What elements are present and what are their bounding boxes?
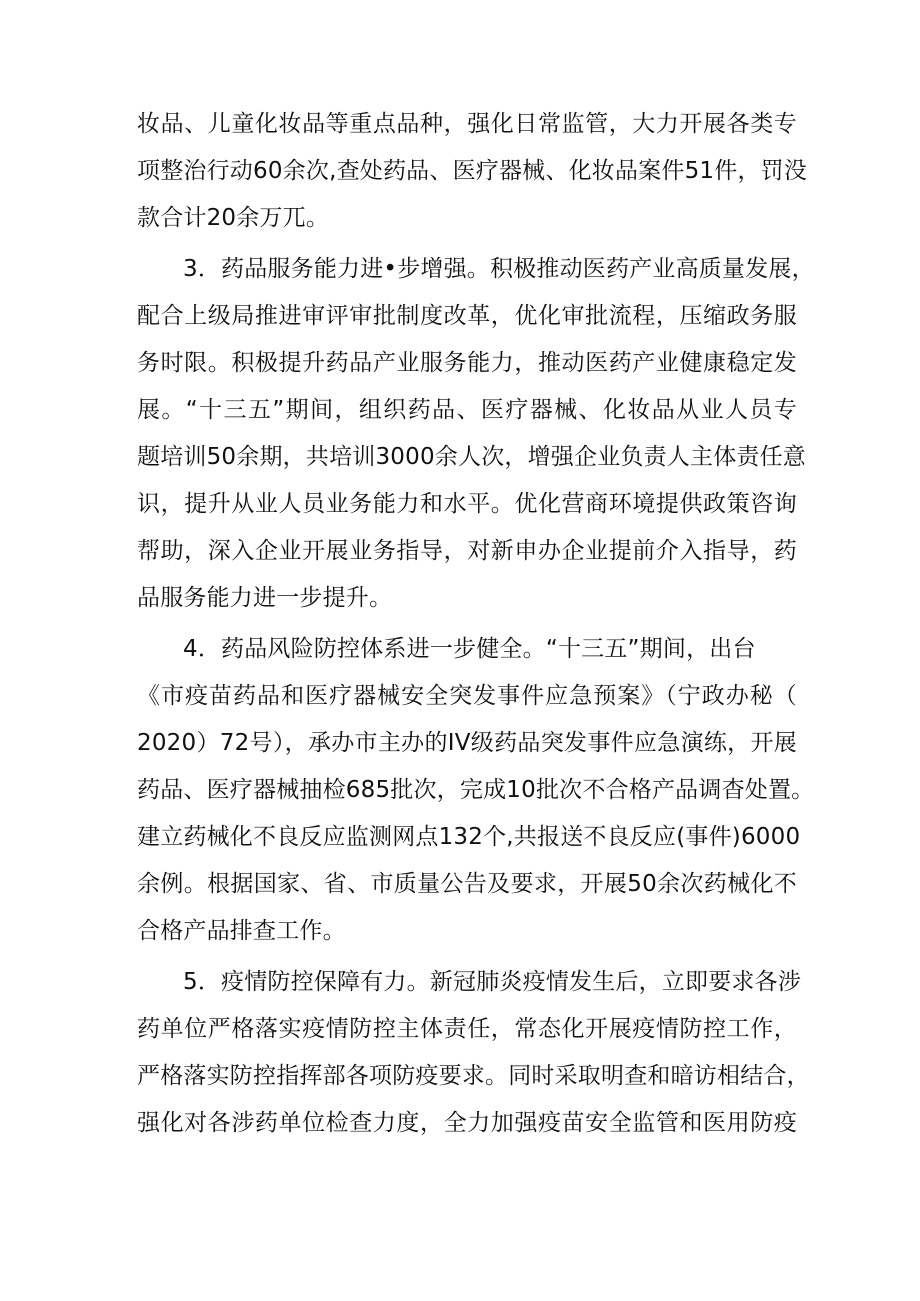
text-line: 3．药品服务能力进•步增强。积极推动医药产业高质量发展， (183, 256, 815, 282)
document-body (137, 101, 815, 1147)
text-line: 药单位严格落实疫情防控主体责任，常态化开展疫情防控工作， (137, 1016, 797, 1042)
text-line: 识，提升从业人员业务能力和水平。优化营商环境提供政策咨询 (137, 491, 797, 517)
text-line: 余例。根据国家、省、市质量公告及要求，开展50余次药械化不 (137, 871, 797, 897)
text-line: 项整治行动60余次,查处药品、医疗器械、化妆品案件51件，罚没 (137, 158, 808, 184)
text-line: 妆品、儿童化妆品等重点品种，强化日常监管，大力开展各类专 (137, 111, 797, 137)
text-line: 展。“十三五”期间，组织药品、医疗器械、化妆品从业人员专 (137, 397, 797, 423)
text-line: 严格落实防控指挥部各项防疫要求。同时采取明查和暗访相结合， (137, 1063, 810, 1089)
text-line: 《市疫苗药品和医疗器械安全突发事件应急预案》（宁政办秘（ (137, 683, 797, 709)
text-line: 配合上级局推进审评审批制度改革，优化审批流程，压缩政务服 (137, 303, 797, 329)
text-line: 题培训50余期，共培训3000余人次，增强企业负责人主体责任意 (137, 444, 806, 470)
text-line: 强化对各涉药单位检查力度，全力加强疫苗安全监管和医用防疫 (137, 1110, 797, 1136)
text-line: 4．药品风险防控体系进一步健全。“十三五”期间，出台 (183, 636, 756, 662)
text-line: 务时限。积极提升药品产业服务能力，推动医药产业健康稳定发 (137, 350, 797, 376)
text-line: 款合计20余万兀。 (137, 205, 330, 231)
text-line: 药品、医疗器械抽检685批次，完成10批次不合格产品调杳处置。 (137, 777, 815, 803)
text-line: 建立药械化不良反应监测网点132个,共报送不良反应(事件)6000 (137, 824, 801, 850)
text-line: 合格产品排查工作。 (137, 918, 346, 944)
text-line: 品服务能力进一步提升。 (137, 585, 393, 611)
text-line: 5．疫情防控保障有力。新冠肺炎疫情发生后，立即要求各涉 (183, 969, 802, 995)
text-line: 2020）72号），承办市主办的IV级药品突发事件应急演练，开展 (137, 730, 797, 756)
text-line: 帮助，深入企业开展业务指导，对新申办企业提前介入指导，药 (137, 538, 797, 564)
